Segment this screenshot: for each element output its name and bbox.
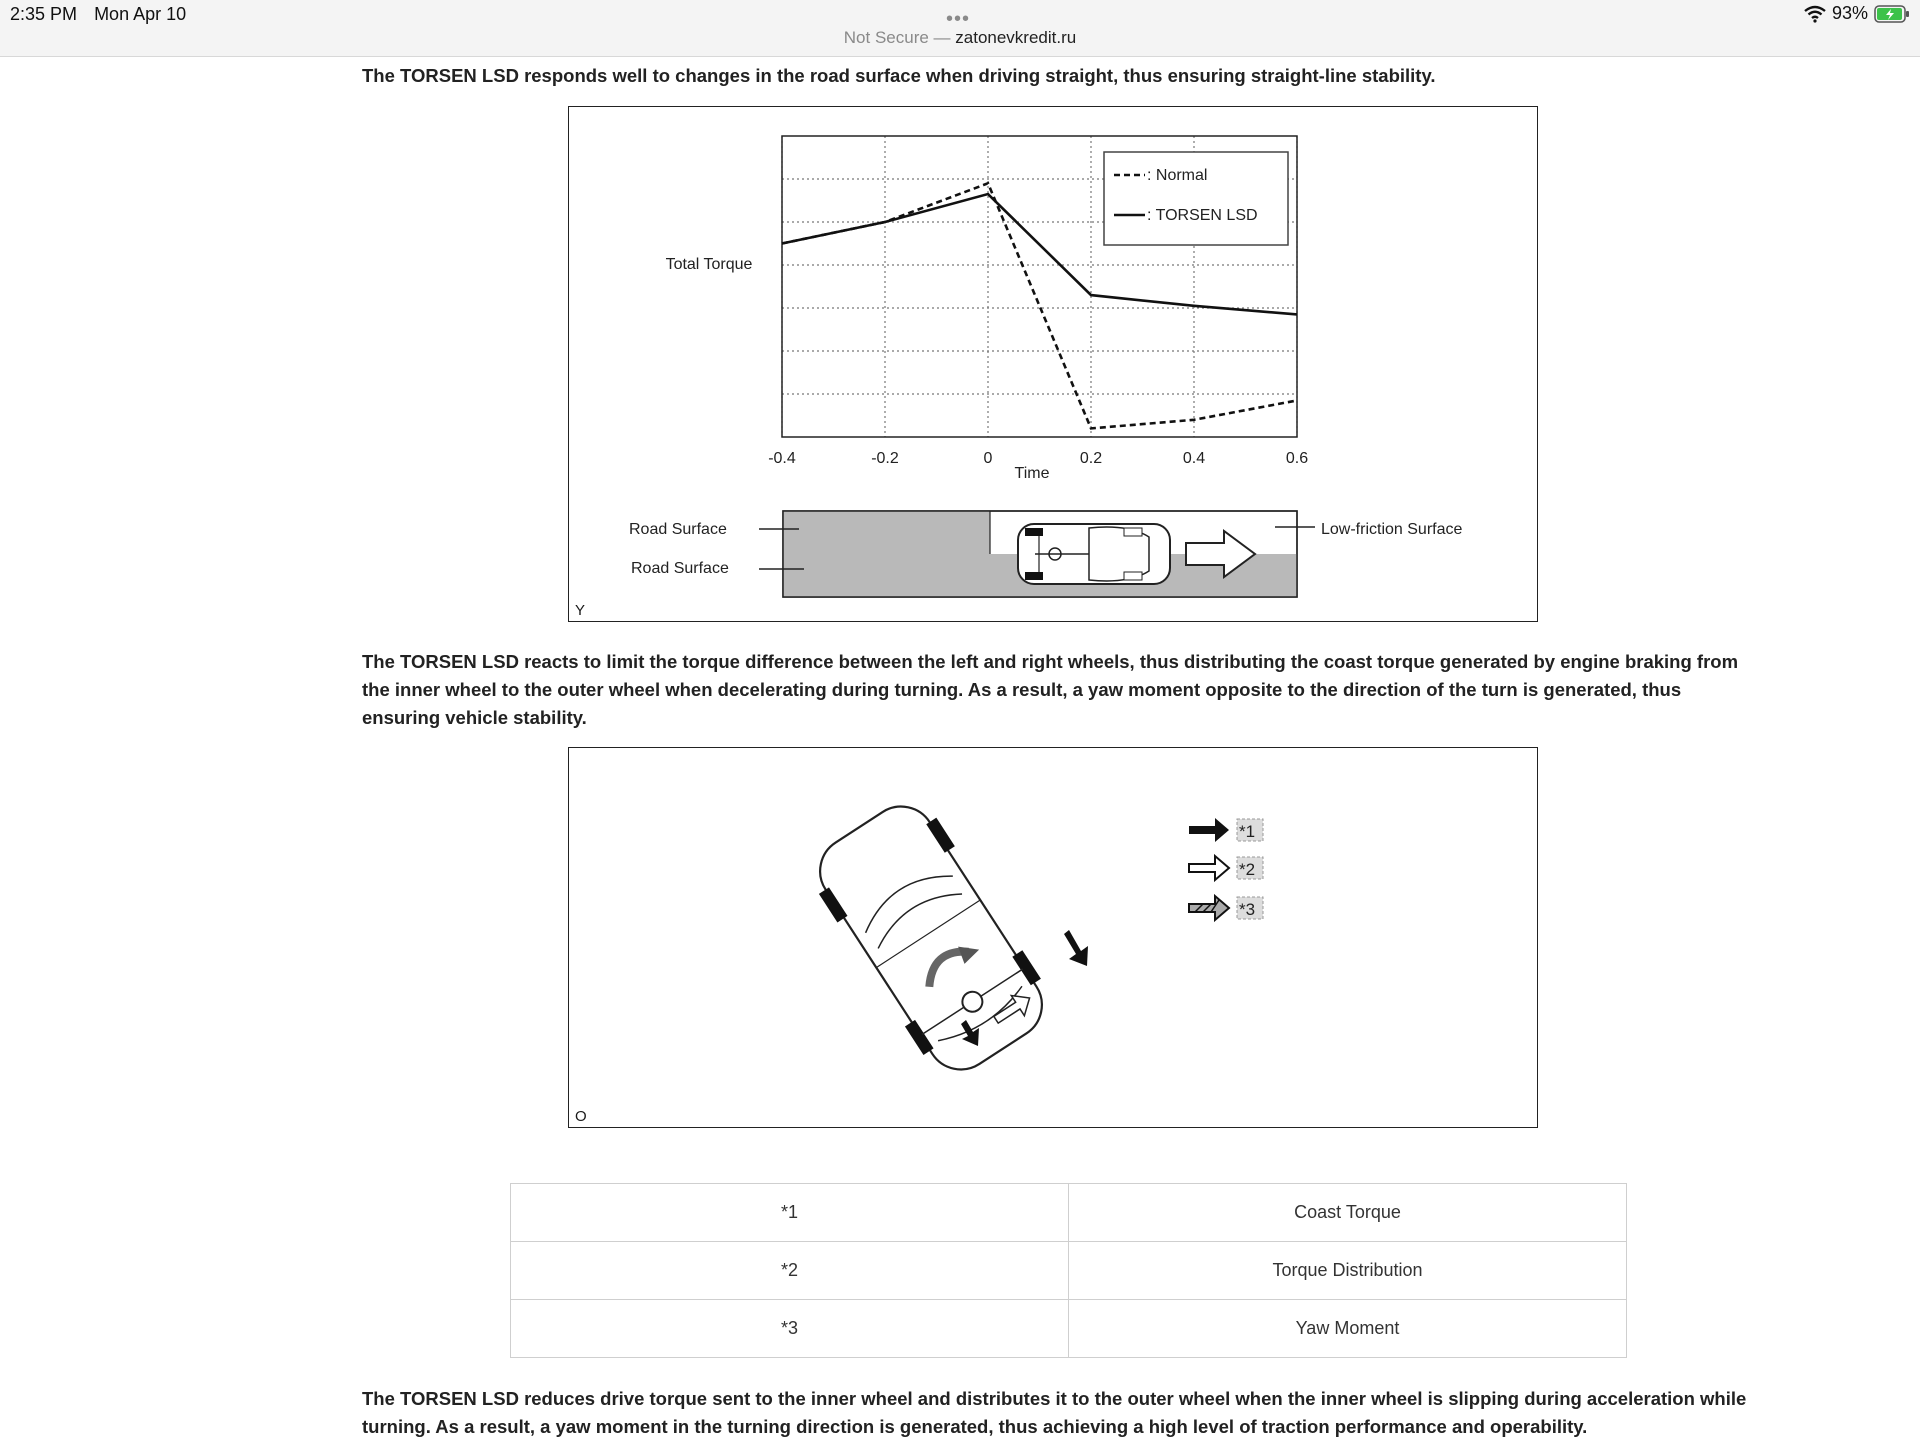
- low-friction-label: Low-friction Surface: [1321, 521, 1463, 538]
- road-surface-label-top: Road Surface: [629, 521, 727, 538]
- legend-normal-label: : Normal: [1147, 167, 1208, 184]
- address-bar[interactable]: [0, 28, 1920, 48]
- table-cell-desc: Yaw Moment: [1069, 1300, 1627, 1358]
- chart-legend: [1104, 152, 1288, 245]
- battery-icon: [1874, 5, 1910, 23]
- paragraph-straight-line: The TORSEN LSD responds well to changes in the road surface when driving straight, thus ensuring straight-line stability.: [362, 65, 1436, 86]
- x-tick-label: 0.4: [1182, 450, 1206, 467]
- table-cell-desc: Torque Distribution: [1069, 1242, 1627, 1300]
- table-row: [511, 1184, 1627, 1242]
- outline-arrow-icon: [1189, 856, 1229, 880]
- legend-box: [1104, 152, 1288, 245]
- marker-1: *1: [1239, 822, 1256, 841]
- marker-legend: [1189, 818, 1263, 920]
- hatched-arrow-icon: [1189, 896, 1229, 920]
- figure2-label: O: [575, 1108, 587, 1125]
- x-tick-label: 0: [983, 450, 993, 467]
- status-time: 2:35 PM: [10, 4, 78, 24]
- x-axis-label: Time: [1014, 465, 1050, 482]
- table-cell-desc: Coast Torque: [1069, 1184, 1627, 1242]
- road-surface-label-bottom: Road Surface: [631, 560, 729, 577]
- x-tick-label: 0.6: [1285, 450, 1309, 467]
- solid-arrow-icon: [1189, 818, 1229, 842]
- table-cell-code: *2: [511, 1242, 1069, 1300]
- status-clock: [10, 4, 198, 25]
- wifi-icon: [1804, 5, 1826, 23]
- figure-yaw-moment: [568, 747, 1538, 1128]
- table-cell-code: *3: [511, 1300, 1069, 1358]
- torque-chart: [569, 107, 1537, 621]
- status-date: Mon Apr 10: [94, 4, 187, 24]
- x-tick-label: -0.4: [768, 450, 796, 467]
- table-row: [511, 1242, 1627, 1300]
- x-tick-label: -0.2: [871, 450, 899, 467]
- yaw-diagram: [569, 748, 1537, 1127]
- paragraph-coast-torque: The TORSEN LSD reacts to limit the torque difference between the left and right wheels, thus distributing the coast torque generated by engine braking from the inner wheel to the outer wheel when decelerating during turning. As a result, a yaw moment opposite to the direction of the turn is generated, thus ensuring vehicle stability.: [362, 651, 1739, 728]
- table-row: [511, 1300, 1627, 1358]
- marker-3: *3: [1239, 900, 1256, 919]
- car-top-view-icon: [1018, 524, 1170, 584]
- table-cell-code: *1: [511, 1184, 1069, 1242]
- figure-torque-chart: [568, 106, 1538, 622]
- coast-torque-arrow-right: [1064, 930, 1088, 966]
- battery-percent: 93%: [1831, 3, 1868, 23]
- security-label: Not Secure —: [843, 28, 951, 47]
- turning-car-icon: [800, 789, 1061, 1087]
- legend-torsen-label: : TORSEN LSD: [1147, 207, 1258, 224]
- legend-table: [510, 1183, 1627, 1358]
- road-surface-diagram: [629, 511, 1462, 597]
- status-indicators: [1804, 3, 1910, 24]
- marker-2: *2: [1239, 860, 1256, 879]
- x-tick-label: 0.2: [1079, 450, 1103, 467]
- more-dots-icon[interactable]: •••: [946, 8, 971, 30]
- paragraph-drive-torque: The TORSEN LSD reduces drive torque sent to the inner wheel and distributes it to the outer wheel when the inner wheel is slipping during acceleration while turning. As a result, a yaw moment in the turning direction is generated, thus achieving a high level of traction performance and operability.: [362, 1388, 1747, 1437]
- status-bar: [0, 0, 1920, 57]
- road-top-high-friction: [783, 511, 990, 554]
- figure1-label: Y: [575, 602, 586, 619]
- url-domain: zatonevkredit.ru: [955, 28, 1077, 47]
- y-axis-label: Total Torque: [665, 256, 753, 273]
